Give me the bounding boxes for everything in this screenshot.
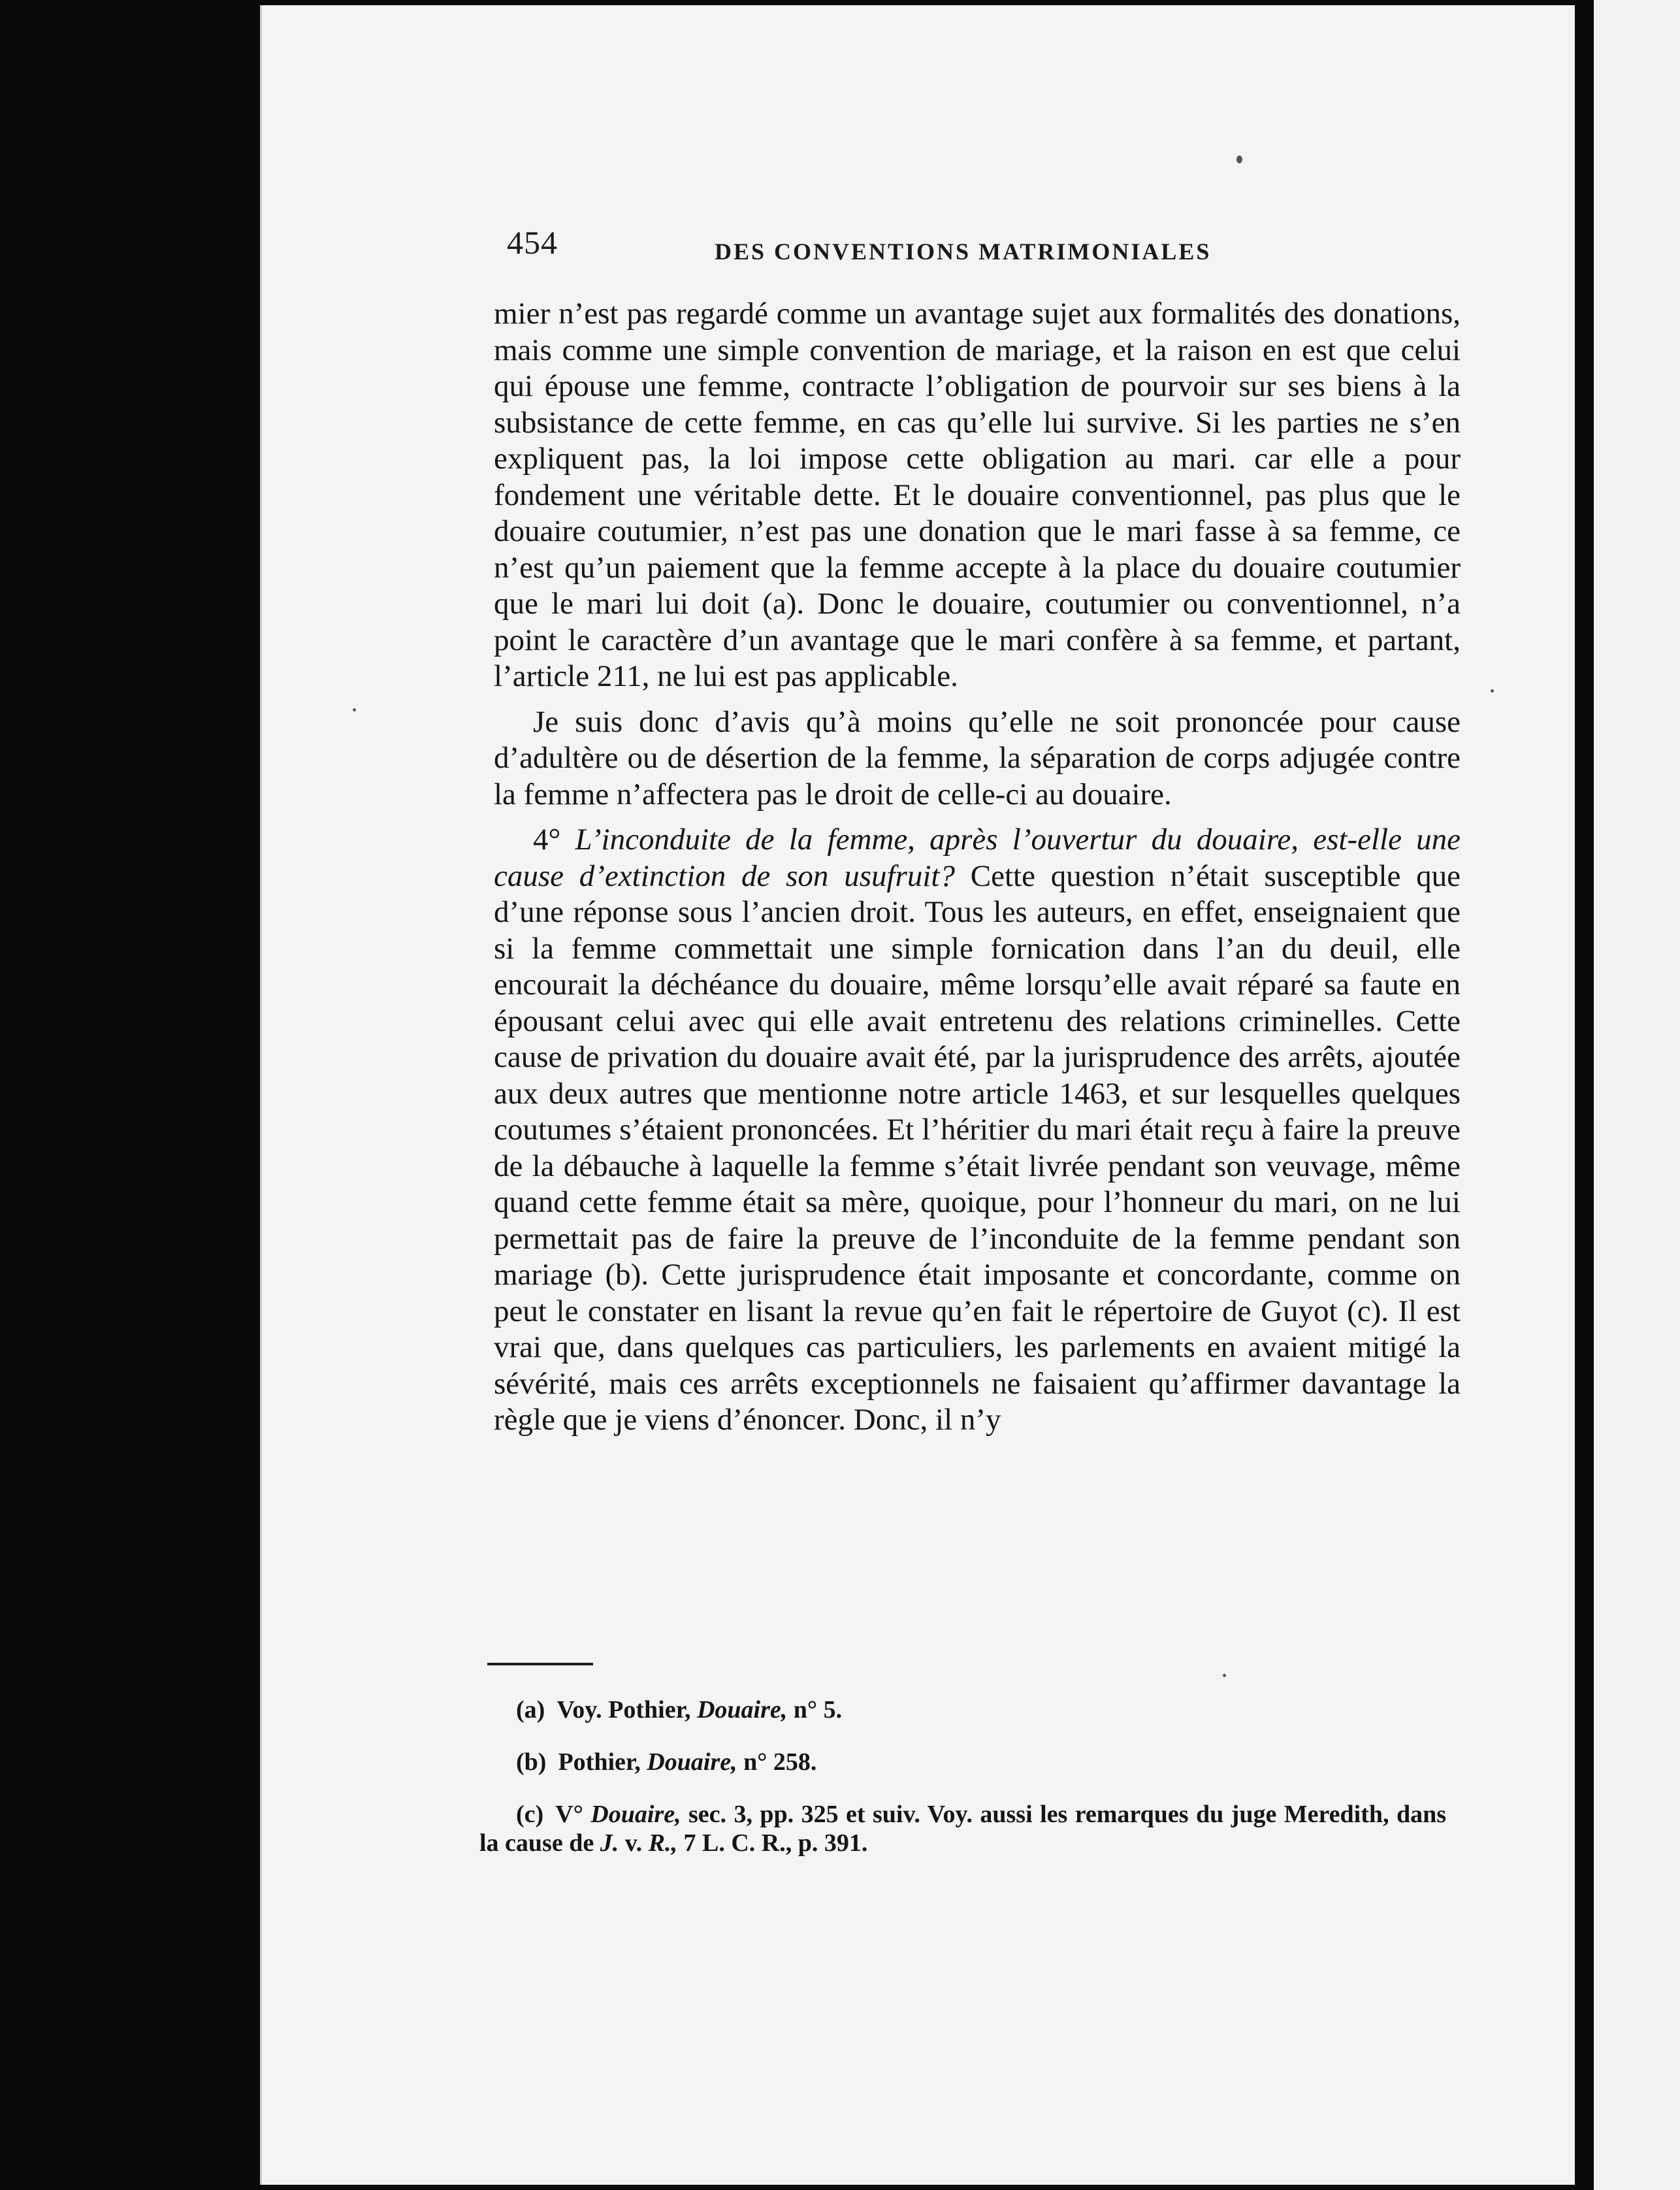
paragraph: Je suis donc d’avis qu’à moins qu’elle ne soit prononcée pour cause d’adultère ou de désertion de la femme, la séparation de corps adjugée contre la femme n’affectera pas le droit de celle-ci au douaire. bbox=[494, 704, 1461, 811]
adjacent-page-edge bbox=[1594, 0, 1680, 2190]
footnote-italic: Douaire, bbox=[590, 1801, 681, 1828]
footnote-italic: J. bbox=[600, 1829, 619, 1857]
footnote-text: n° 258. bbox=[743, 1748, 817, 1776]
footnote-mark: (b) bbox=[516, 1748, 547, 1776]
footnote-text: sec. 3, pp. 325 et suiv. Voy. aussi les remarques du juge Meredith, dans la cause de bbox=[479, 1801, 1446, 1857]
ink-speck bbox=[353, 708, 356, 711]
footnote-text: Voy. Pothier, bbox=[557, 1696, 691, 1724]
section-number: 4° bbox=[533, 823, 561, 857]
footnote-text: n° 5. bbox=[793, 1696, 843, 1724]
footnote-a bbox=[479, 1695, 1446, 1724]
paragraph: mier n’est pas regardé comme un avantage sujet aux formalités des donations, mais comme une simple convention de mariage, et la raison en est que celui qui épouse une femme, contracte l’obligation de pourvoir sur ses biens à la subsistance de cette femme, en cas qu’elle lui survive. Si les parties ne s’en expliquent pas, la loi impose cette obligation au mari. car elle a pour fondement une véritable dette. Et le douaire conventionnel, pas plus que le douaire coutumier, n’est pas une donation que le mari fasse à sa femme, ce n’est qu’un paiement que la femme accepte à la place du douaire coutumier que le mari lui doit (a). Donc le douaire, coutumier ou conventionnel, n’a point le caractère d’un avantage que le mari confère à sa femme, et partant, l’article 211, ne lui est pas applicable. bbox=[494, 297, 1461, 693]
ink-speck bbox=[1236, 155, 1242, 163]
running-title: DES CONVENTIONS MATRIMONIALES bbox=[715, 238, 1212, 265]
section-question: L’inconduite de la femme, après l’ouvertur du douaire, est-elle une cause d’extinction de son usufruit? bbox=[494, 823, 1461, 893]
footnote-mark: (a) bbox=[516, 1696, 545, 1724]
footnote-text: Pothier, bbox=[558, 1748, 641, 1776]
body-text bbox=[494, 296, 1461, 1439]
ink-speck bbox=[1223, 1674, 1226, 1677]
footnote-italic: Douaire, bbox=[696, 1696, 788, 1724]
footnote-italic: R., bbox=[648, 1829, 677, 1857]
footnote-text: v. bbox=[624, 1829, 643, 1857]
paragraph-section-4 bbox=[494, 822, 1461, 1439]
page-number: 454 bbox=[507, 224, 558, 261]
paragraph-text: Cette question n’était susceptible que d’une réponse sous l’ancien droit. Tous les auteurs, en effet, enseignaient que si la femme commettait une simple fornication dans l’an du deuil, elle encourait la déchéance du douaire, même lorsqu’elle avait réparé sa faute en épousant celui avec qui elle avait entretenu des relations criminelles. Cette cause de privation du douaire avait été, par la jurisprudence des arrêts, ajoutée aux deux autres que mentionne notre article 1463, et sur lesquelles quelques coutumes s’étaient prononcées. Et l’héritier du mari était reçu à faire la preuve de la débauche à laquelle la femme s’était livrée pendant son veuvage, même quand cette femme était sa mère, quoique, pour l’honneur du mari, on ne lui permettait pas de faire la preuve de l’inconduite de la femme pendant son mariage (b). Cette jurisprudence était imposante et concordante, comme on peut le constater en lisant la revue qu’en fait le répertoire de Guyot (c). Il est vrai que, dans quelques cas particuliers, les parlements en avaient mitigé la sévérité, mais ces arrêts exceptionnels ne faisaient qu’affirmer davantage la règle que je viens d’énoncer. Donc, il n’y bbox=[494, 858, 1461, 1437]
footnote-italic: Douaire, bbox=[647, 1748, 737, 1776]
footnote-c bbox=[479, 1800, 1446, 1857]
footnote-text: V° bbox=[555, 1801, 583, 1828]
ink-speck bbox=[1491, 689, 1494, 693]
footnotes bbox=[479, 1695, 1446, 1881]
running-head bbox=[507, 218, 1453, 270]
footnote-b bbox=[479, 1748, 1446, 1776]
footnote-mark: (c) bbox=[516, 1801, 544, 1828]
footnote-text: 7 L. C. R., p. 391. bbox=[683, 1829, 868, 1857]
footnote-divider bbox=[487, 1663, 593, 1665]
